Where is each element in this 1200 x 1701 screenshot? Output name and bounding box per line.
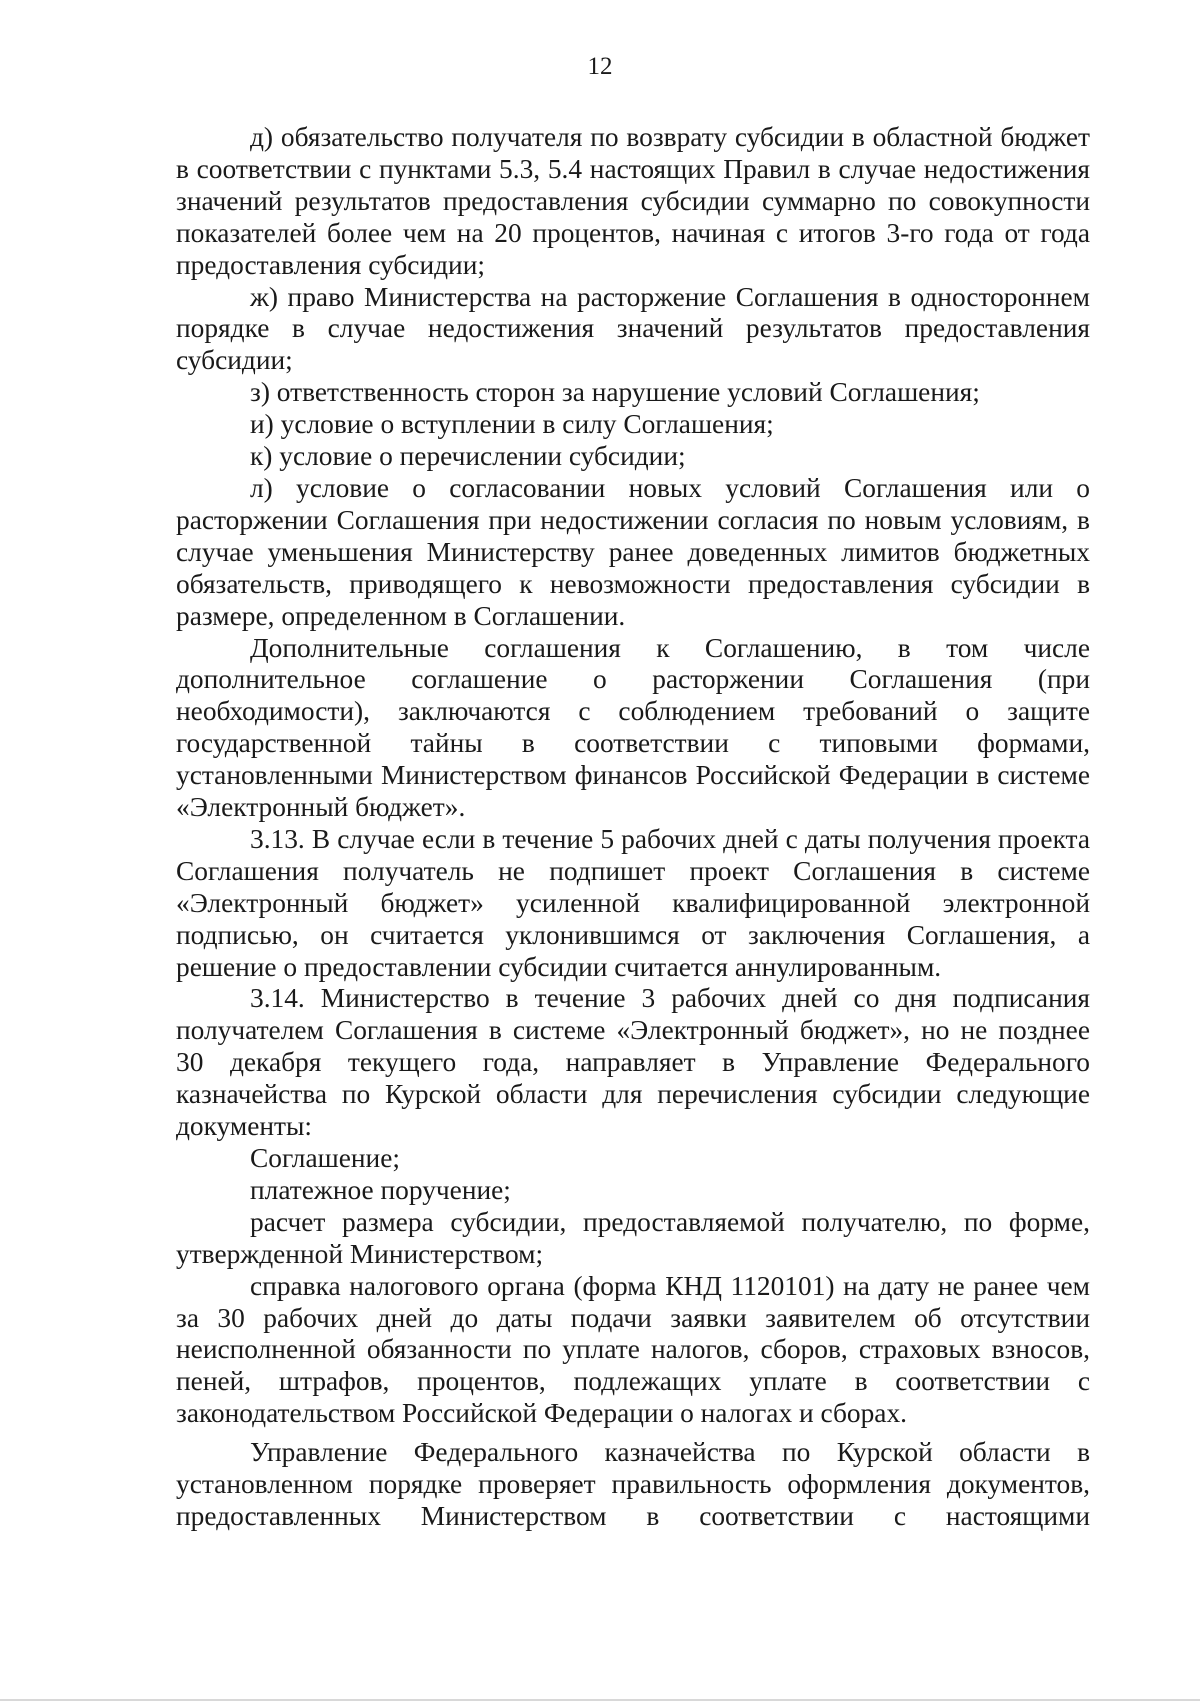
list-item-payment-order: платежное поручение; [250, 1174, 511, 1205]
page-number: 12 [587, 53, 613, 80]
paragraph-i-entry-into-force: и) условие о вступлении в силу Соглашения; [250, 409, 774, 440]
paragraph-3-14: 3.14. Министерство в течение 3 рабочих дней со дня подписания получателем Соглашения в системе «Электронный бюджет», но не позднее 30 декабря текущего года, направляет в Управление Федерального казначейства по Курской области для перечисления субсидии следующие документы: [176, 983, 1090, 1142]
paragraph-k-transfer-condition: к) условие о перечислении субсидии; [250, 441, 686, 472]
paragraph-z-liability: з) ответственность сторон за нарушение условий Соглашения; [250, 377, 980, 408]
paragraph-zh-termination-right: ж) право Министерства на расторжение Соглашения в одностороннем порядке в случае недостижения значений результатов предоставления субсидии; [176, 281, 1090, 376]
list-item-tax-certificate: справка налогового органа (форма КНД 1120101) на дату не ранее чем за 30 рабочих дней до даты подачи заявки заявителем об отсутствии неисполненной обязанности по уплате налогов, сборов, страховых взносов, пеней, штрафов, процентов, подлежащих уплате в соответствии с законодательством Российской Федерации о налогах и сборах. [176, 1270, 1090, 1429]
document-body [176, 122, 1090, 1533]
paragraph-l-new-conditions: л) условие о согласовании новых условий Соглашения или о расторжении Соглашения при недостижении согласия по новым условиям, в случае уменьшения Министерству ранее доведенных лимитов бюджетных обязательств, приводящего к невозможности предоставления субсидии в размере, определенном в Соглашении. [176, 472, 1090, 631]
list-item-subsidy-calculation: расчет размера субсидии, предоставляемой получателю, по форме, утвержденной Министерством; [176, 1206, 1090, 1269]
paragraph-additional-agreements: Дополнительные соглашения к Соглашению, в том числе дополнительное соглашение о расторжении Соглашения (при необходимости), заключаются с соблюдением требований о защите государственной тайны в соответствии с типовыми формами, установленными Министерством финансов Российской Федерации в системе «Электронный бюджет». [176, 632, 1090, 823]
paragraph-treasury-check: Управление Федерального казначейства по Курской области в установленном порядке проверяет правильность оформления документов, предоставленных Министерством в соответствии с настоящими [176, 1437, 1090, 1531]
paragraph-d-refund-obligation: д) обязательство получателя по возврату субсидии в областной бюджет в соответствии с пунктами 5.3, 5.4 настоящих Правил в случае недостижения значений результатов предоставления субсидии суммарно по совокупности показателей более чем на 20 процентов, начиная с итогов 3-го года от года предоставления субсидии; [176, 122, 1090, 280]
list-item-agreement: Соглашение; [250, 1143, 400, 1173]
paragraph-3-13: 3.13. В случае если в течение 5 рабочих дней с даты получения проекта Соглашения получатель не подпишет проект Соглашения в системе «Электронный бюджет» усиленной квалифицированной электронной подписью, он считается уклонившимся от заключения Соглашения, а решение о предоставлении субсидии считается аннулированным. [176, 823, 1090, 982]
